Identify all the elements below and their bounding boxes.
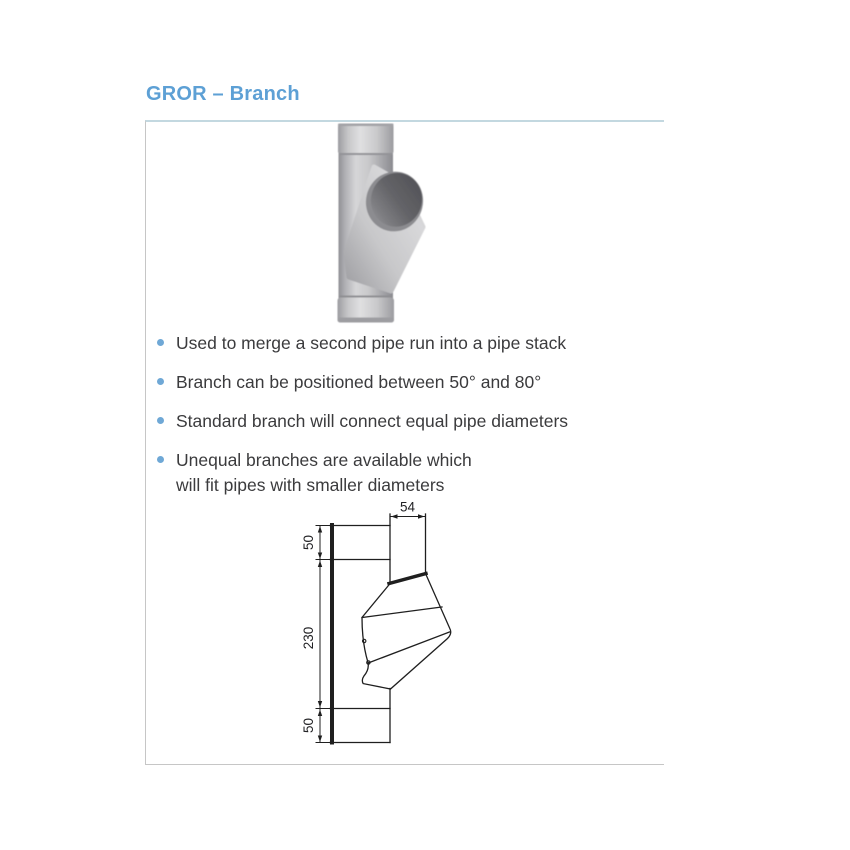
bullet-item [157,409,643,434]
dim-body-label: 230 [301,626,316,650]
bullet-item [157,448,643,498]
bullet-item [157,331,643,356]
bullet-list [157,331,643,512]
bullet-dot-icon [157,417,164,424]
page-title: GROR – Branch [146,83,300,105]
pipe-branch-photo [330,118,430,328]
bullet-dot-icon [157,339,164,346]
dim-top-socket-label: 50 [301,534,316,551]
bullet-dot-icon [157,456,164,463]
bullet-text: Used to merge a second pipe run into a pipe stack [176,333,567,353]
rivet-hole [363,639,366,642]
dim-bottom-socket-label: 50 [301,717,316,734]
branch-seam [389,574,426,584]
bullet-dot-icon [157,378,164,385]
bullet-item [157,370,643,395]
bullet-text: Standard branch will connect equal pipe diameters [176,411,569,431]
pipe-top-socket [338,124,394,154]
dim-branch-width-label: 54 [399,499,416,515]
branch-dimension-drawing [290,495,475,757]
bullet-text: Branch can be positioned between 50° and 80° [176,372,542,392]
branch-outline [362,574,451,690]
bullet-text: Unequal branches are available which will fit pipes with smaller diameters [176,450,472,495]
